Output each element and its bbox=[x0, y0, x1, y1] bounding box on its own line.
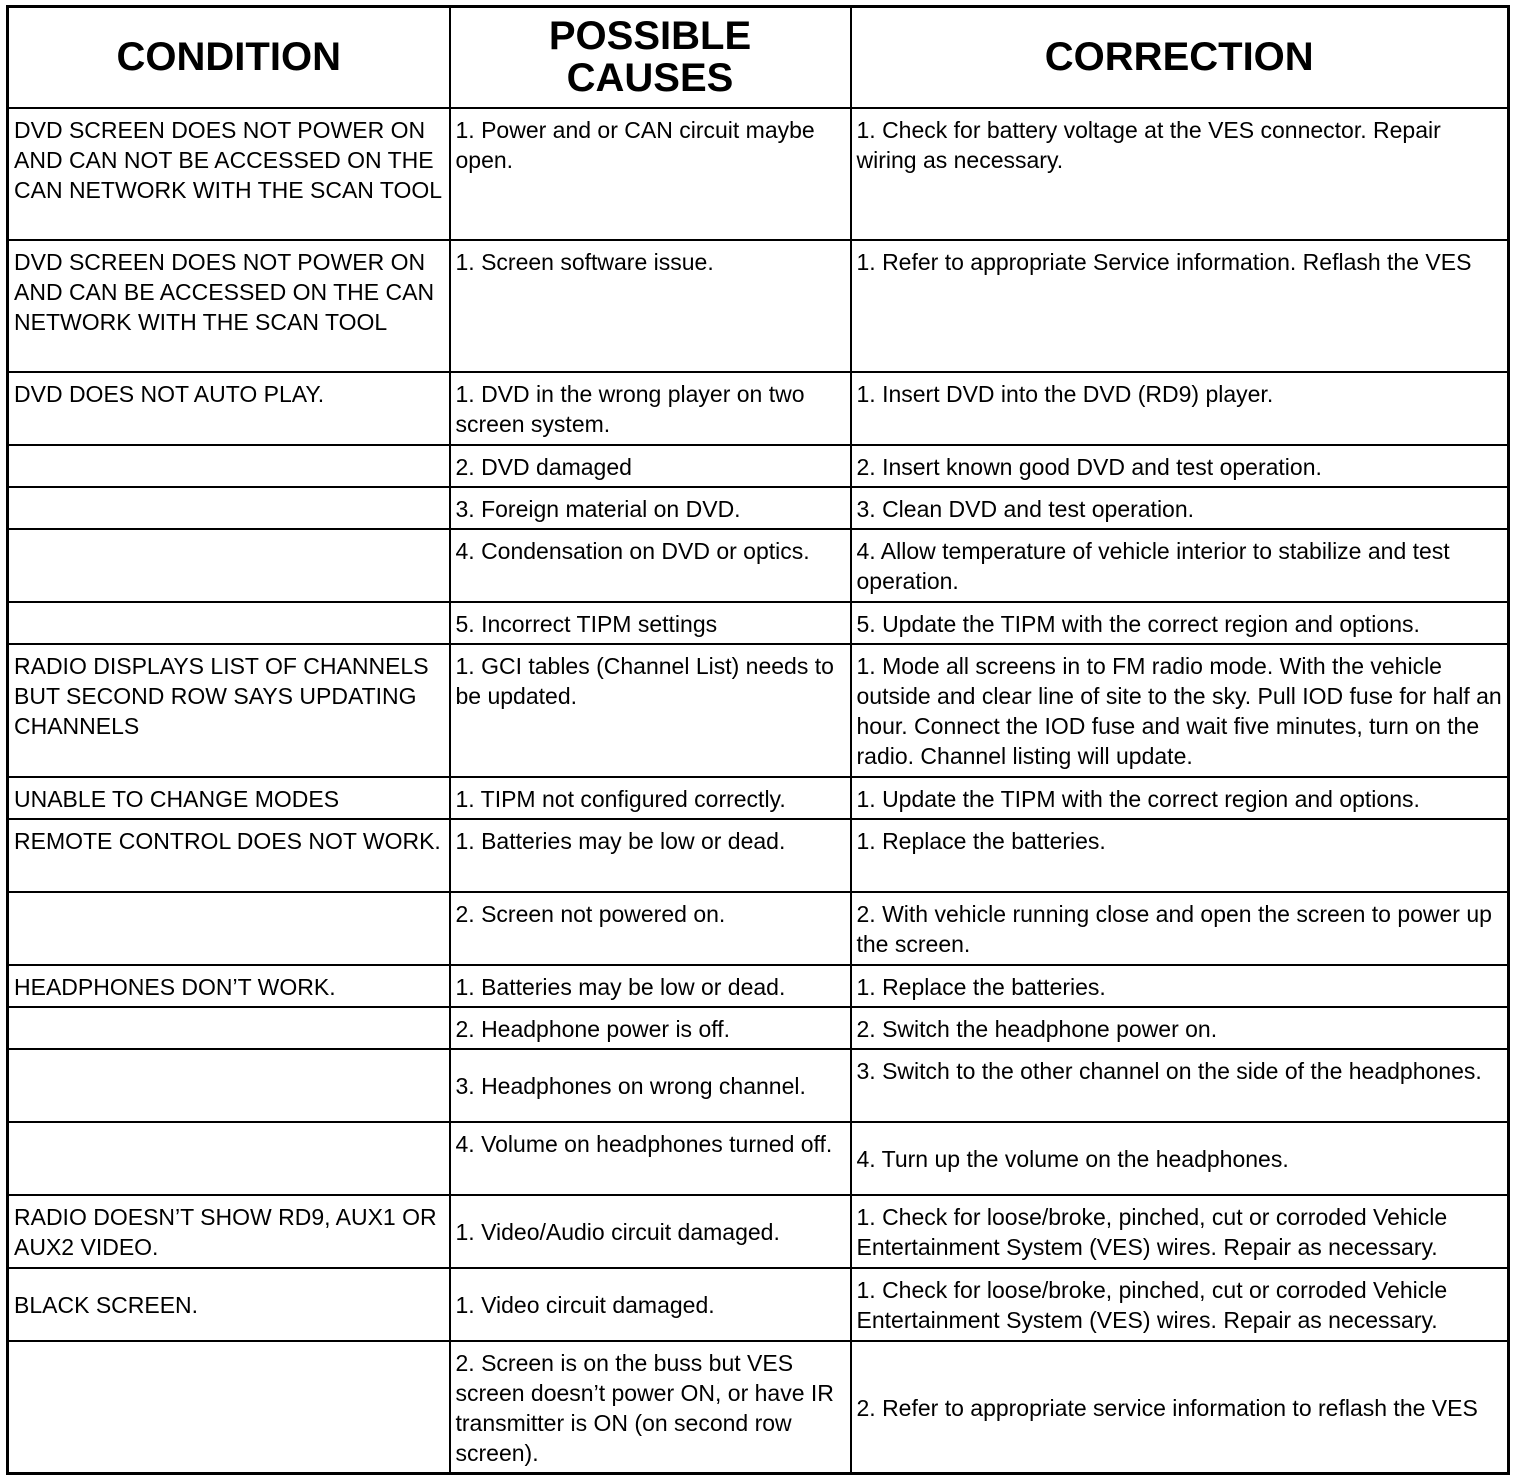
cause-cell: 1. Video circuit damaged. bbox=[450, 1268, 851, 1341]
cause-cell: 1. TIPM not configured correctly. bbox=[450, 777, 851, 819]
table-row bbox=[8, 1268, 1509, 1341]
cause-cell: 3. Foreign material on DVD. bbox=[450, 487, 851, 529]
correction-cell: 5. Update the TIPM with the correct region and options. bbox=[851, 602, 1509, 644]
correction-cell: 3. Switch to the other channel on the side of the headphones. bbox=[851, 1049, 1509, 1122]
troubleshooting-table-wrapper bbox=[6, 5, 1507, 1475]
correction-cell: 1. Update the TIPM with the correct region and options. bbox=[851, 777, 1509, 819]
condition-cell: DVD SCREEN DOES NOT POWER ON AND CAN NOT BE ACCESSED ON THE CAN NETWORK WITH THE SCAN TOOL bbox=[8, 108, 450, 240]
correction-cell: 1. Check for loose/broke, pinched, cut or corroded Vehicle Entertainment System (VES) wires. Repair as necessary. bbox=[851, 1195, 1509, 1268]
table-row bbox=[8, 529, 1509, 602]
correction-cell: 2. Switch the headphone power on. bbox=[851, 1007, 1509, 1049]
condition-cell bbox=[8, 892, 450, 965]
table-row bbox=[8, 1049, 1509, 1122]
header-condition: CONDITION bbox=[8, 7, 450, 108]
correction-cell: 1. Mode all screens in to FM radio mode. With the vehicle outside and clear line of site to the sky. Pull IOD fuse for half an hour. Connect the IOD fuse and wait five minutes, turn on the radio. Channel listing will update. bbox=[851, 644, 1509, 777]
condition-cell: BLACK SCREEN. bbox=[8, 1268, 450, 1341]
table-row bbox=[8, 777, 1509, 819]
condition-cell bbox=[8, 529, 450, 602]
condition-cell bbox=[8, 1007, 450, 1049]
cause-cell: 1. DVD in the wrong player on two screen system. bbox=[450, 372, 851, 445]
header-possible-causes bbox=[450, 7, 851, 108]
condition-cell bbox=[8, 445, 450, 487]
cause-cell: 5. Incorrect TIPM settings bbox=[450, 602, 851, 644]
cause-cell: 1. Screen software issue. bbox=[450, 240, 851, 372]
condition-cell: UNABLE TO CHANGE MODES bbox=[8, 777, 450, 819]
correction-cell: 2. Refer to appropriate service information to reflash the VES bbox=[851, 1341, 1509, 1474]
table-row bbox=[8, 487, 1509, 529]
condition-cell: DVD SCREEN DOES NOT POWER ON AND CAN BE ACCESSED ON THE CAN NETWORK WITH THE SCAN TOOL bbox=[8, 240, 450, 372]
correction-cell: 1. Replace the batteries. bbox=[851, 819, 1509, 892]
correction-cell: 1. Check for loose/broke, pinched, cut or corroded Vehicle Entertainment System (VES) wires. Repair as necessary. bbox=[851, 1268, 1509, 1341]
table-row bbox=[8, 1195, 1509, 1268]
correction-cell: 3. Clean DVD and test operation. bbox=[851, 487, 1509, 529]
cause-cell: 2. Screen not powered on. bbox=[450, 892, 851, 965]
cause-cell: 4. Volume on headphones turned off. bbox=[450, 1122, 851, 1195]
correction-cell: 1. Insert DVD into the DVD (RD9) player. bbox=[851, 372, 1509, 445]
correction-cell: 2. With vehicle running close and open the screen to power up the screen. bbox=[851, 892, 1509, 965]
condition-cell bbox=[8, 1049, 450, 1122]
condition-cell: RADIO DOESN’T SHOW RD9, AUX1 OR AUX2 VIDEO. bbox=[8, 1195, 450, 1268]
correction-cell: 1. Replace the batteries. bbox=[851, 965, 1509, 1007]
condition-cell: DVD DOES NOT AUTO PLAY. bbox=[8, 372, 450, 445]
header-possible-causes-text: POSSIBLE CAUSES bbox=[548, 14, 752, 101]
correction-cell: 2. Insert known good DVD and test operation. bbox=[851, 445, 1509, 487]
table-header-row bbox=[8, 7, 1509, 108]
condition-cell: HEADPHONES DON’T WORK. bbox=[8, 965, 450, 1007]
cause-cell: 1. Batteries may be low or dead. bbox=[450, 819, 851, 892]
cause-cell: 3. Headphones on wrong channel. bbox=[450, 1049, 851, 1122]
table-row bbox=[8, 892, 1509, 965]
condition-cell bbox=[8, 1122, 450, 1195]
correction-cell: 1. Check for battery voltage at the VES connector. Repair wiring as necessary. bbox=[851, 108, 1509, 240]
condition-cell bbox=[8, 602, 450, 644]
cause-cell: 2. DVD damaged bbox=[450, 445, 851, 487]
condition-cell: RADIO DISPLAYS LIST OF CHANNELS BUT SECOND ROW SAYS UPDATING CHANNELS bbox=[8, 644, 450, 777]
table-row bbox=[8, 1122, 1509, 1195]
condition-cell bbox=[8, 487, 450, 529]
cause-cell: 1. Video/Audio circuit damaged. bbox=[450, 1195, 851, 1268]
cause-cell: 1. Power and or CAN circuit maybe open. bbox=[450, 108, 851, 240]
cause-cell: 2. Screen is on the buss but VES screen doesn’t power ON, or have IR transmitter is ON (on second row screen). bbox=[450, 1341, 851, 1474]
table-row bbox=[8, 602, 1509, 644]
table-row bbox=[8, 644, 1509, 777]
table-row bbox=[8, 372, 1509, 445]
table-row bbox=[8, 108, 1509, 240]
cause-cell: 2. Headphone power is off. bbox=[450, 1007, 851, 1049]
header-correction: CORRECTION bbox=[851, 7, 1509, 108]
correction-cell: 1. Refer to appropriate Service information. Reflash the VES bbox=[851, 240, 1509, 372]
condition-cell: REMOTE CONTROL DOES NOT WORK. bbox=[8, 819, 450, 892]
correction-cell: 4. Turn up the volume on the headphones. bbox=[851, 1122, 1509, 1195]
condition-cell bbox=[8, 1341, 450, 1474]
table-row bbox=[8, 965, 1509, 1007]
table-row bbox=[8, 1341, 1509, 1474]
cause-cell: 1. GCI tables (Channel List) needs to be updated. bbox=[450, 644, 851, 777]
cause-cell: 4. Condensation on DVD or optics. bbox=[450, 529, 851, 602]
table-row bbox=[8, 240, 1509, 372]
correction-cell: 4. Allow temperature of vehicle interior to stabilize and test operation. bbox=[851, 529, 1509, 602]
cause-cell: 1. Batteries may be low or dead. bbox=[450, 965, 851, 1007]
table-row bbox=[8, 819, 1509, 892]
troubleshooting-table bbox=[6, 5, 1510, 1475]
table-row bbox=[8, 1007, 1509, 1049]
table-row bbox=[8, 445, 1509, 487]
